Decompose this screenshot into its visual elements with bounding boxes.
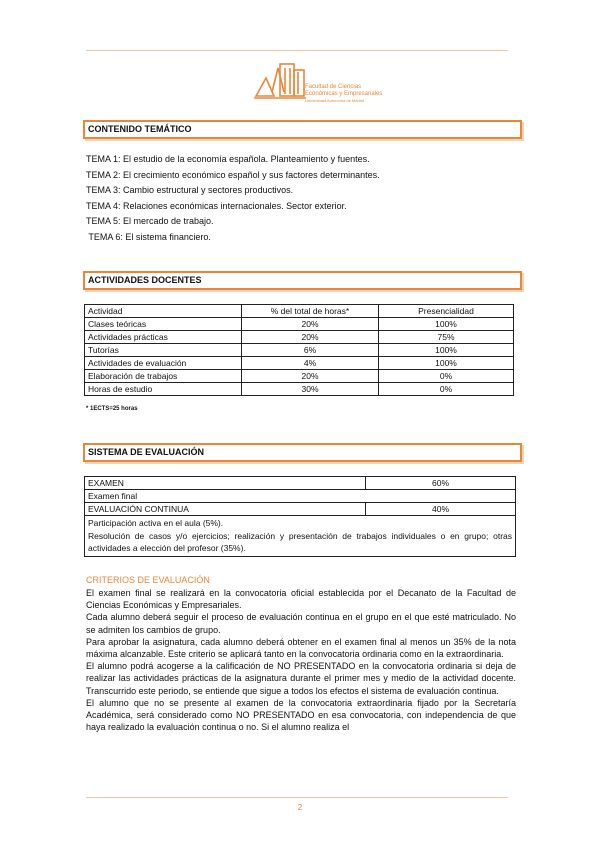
continua-item: Participación activa en el aula (5%). <box>88 518 224 528</box>
table-cell: Elaboración de trabajos <box>85 370 242 383</box>
table-cell: 20% <box>242 331 379 344</box>
table-cell: 6% <box>242 344 379 357</box>
criterios-body <box>86 587 516 733</box>
table-cell: 100% <box>379 357 514 370</box>
table-cell: 20% <box>242 370 379 383</box>
table-cell: 100% <box>379 344 514 357</box>
criterios-title: CRITERIOS DE EVALUACIÓN <box>86 575 210 585</box>
table-cell: 30% <box>242 383 379 396</box>
section-heading-actividades: ACTIVIDADES DOCENTES <box>83 271 522 290</box>
logo-text-line1: Facultad de Ciencias <box>305 84 362 90</box>
tema-item: TEMA 1: El estudio de la economía española. Planteamiento y fuentes. <box>86 154 370 164</box>
actividades-table <box>84 304 514 396</box>
tema-item: TEMA 6: El sistema financiero. <box>86 231 211 242</box>
footer-rule <box>86 797 508 798</box>
column-header: % del total de horas* <box>242 305 379 318</box>
table-row <box>85 370 514 383</box>
table-row <box>85 516 516 557</box>
section-heading-contenido: CONTENIDO TEMÁTICO <box>83 120 522 139</box>
column-header: Presencialidad <box>379 305 514 318</box>
temas-list <box>86 152 516 246</box>
tema-item: TEMA 2: El crecimiento económico español y sus factores determinantes. <box>86 169 380 180</box>
table-cell <box>85 516 516 557</box>
table-cell: EVALUACIÓN CONTINUA <box>85 503 366 516</box>
table-row <box>85 357 514 370</box>
section-heading-evaluacion: SISTEMA DE EVALUACIÓN <box>83 443 522 462</box>
table-header-row <box>85 305 514 318</box>
paragraph: Cada alumno deberá seguir el proceso de evaluación continua en el grupo en el que esté matriculado. No se admiten los cambios de grupo. <box>86 612 516 635</box>
table-row <box>85 344 514 357</box>
evaluacion-table <box>84 476 516 557</box>
paragraph: El alumno que no se presente al examen de la convocatoria extraordinaria fijado por la Secretaría Académica, será considerado como NO PRESENTADO en esa convocatoria, con independencia de que haya realizado la evaluación continua o no. Si el alumno realiza el <box>86 697 516 733</box>
table-cell: 40% <box>366 503 516 516</box>
tema-item: TEMA 4: Relaciones económicas internacionales. Sector exterior. <box>86 200 347 211</box>
table-cell: Horas de estudio <box>85 383 242 396</box>
paragraph: El examen final se realizará en la convocatoria oficial establecida por el Decanato de la Facultad de Ciencias Económicas y Empresariales. <box>86 588 516 611</box>
table-row <box>85 490 516 503</box>
paragraph: El alumno podrá acogerse a la calificación de NO PRESENTADO en la convocatoria ordinaria si deja de realizar las actividades prácticas de la asignatura durante el primer mes y medio de la actividad docente. Transcurrido este periodo, se entiende que sigue a todos los efectos el sistema de evaluación continua. <box>86 661 516 696</box>
ects-footnote: * 1ECTS=25 horas <box>86 406 138 412</box>
logo-text-line2: Económicas y Empresariales <box>305 91 383 97</box>
table-cell: Actividades prácticas <box>85 331 242 344</box>
logo-text-line3: Universidad Autónoma de Madrid <box>305 98 365 103</box>
table-cell: 0% <box>379 370 514 383</box>
table-cell: 100% <box>379 318 514 331</box>
tema-item: TEMA 3: Cambio estructural y sectores productivos. <box>86 185 294 196</box>
table-cell: 75% <box>379 331 514 344</box>
header-rule <box>86 50 508 51</box>
table-row <box>85 477 516 490</box>
tema-item: TEMA 5: El mercado de trabajo. <box>86 216 214 227</box>
table-cell: 0% <box>379 383 514 396</box>
table-cell: 20% <box>242 318 379 331</box>
table-cell: 4% <box>242 357 379 370</box>
table-cell: 60% <box>366 477 516 490</box>
table-row <box>85 331 514 344</box>
table-cell: Tutorías <box>85 344 242 357</box>
continua-item: Resolución de casos y/o ejercicios; realización y presentación de trabajos individuales o en grupo; otras actividades a elección del profesor (35%). <box>88 530 512 553</box>
table-cell: Examen final <box>85 490 516 503</box>
table-row <box>85 503 516 516</box>
table-cell: Actividades de evaluación <box>85 357 242 370</box>
page-number: 2 <box>297 803 303 812</box>
faculty-logo <box>252 58 383 110</box>
table-row <box>85 318 514 331</box>
table-cell: Clases teóricas <box>85 318 242 331</box>
paragraph: Para aprobar la asignatura, cada alumno deberá obtener en el examen final al menos un 35% de la nota máxima alcanzable. Este criterio se aplicará tanto en la convocatoria ordinaria como en la extraordinaria. <box>86 636 516 660</box>
table-row <box>85 383 514 396</box>
column-header: Actividad <box>85 305 242 318</box>
table-cell: EXAMEN <box>85 477 366 490</box>
